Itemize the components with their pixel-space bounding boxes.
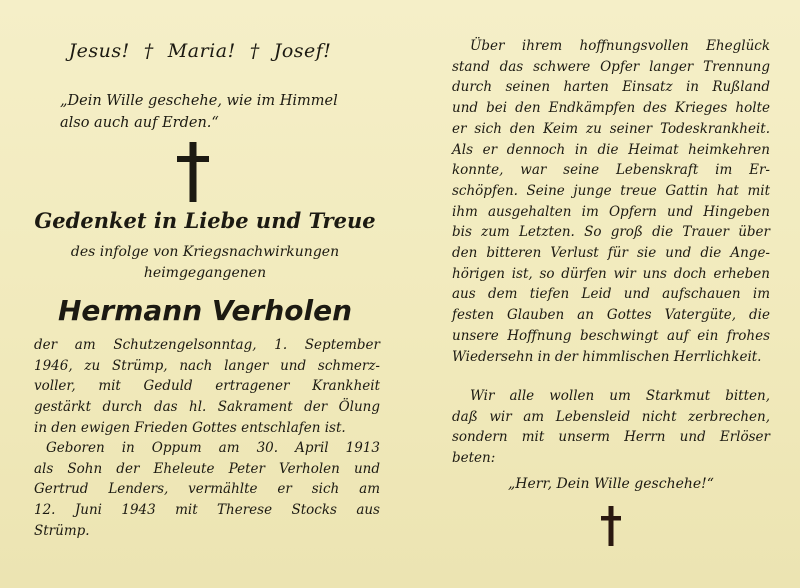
text-line: Gertrud Lenders, vermählte er sich am: [34, 481, 380, 498]
subtitle-line: heimgegangenen: [143, 265, 267, 281]
invocation-header: [30, 40, 370, 62]
text-line: als Sohn der Eheleute Peter Verholen und: [34, 460, 380, 477]
small-cross-separator-icon: †: [249, 40, 260, 62]
obituary-paragraph: [34, 335, 380, 439]
text-line: durch seinen harten Einsatz in Rußland: [452, 79, 770, 96]
text-line: und bei den Endkämpfen des Krieges holte: [452, 100, 770, 117]
text-line: stand das schwere Opfer langer Trennung: [452, 58, 770, 75]
text-line: der am Schutzengelsonntag, 1. September: [34, 337, 380, 353]
closing-prayer: „Herr, Dein Wille geschehe!“: [508, 476, 714, 492]
text-line: Wir alle wollen um Starkmut bitten,: [470, 388, 770, 404]
text-line: 1946, zu Strümp, nach langer und schmerz-: [34, 357, 380, 374]
text-line: daß wir am Lebensleid nicht zerbrechen,: [452, 408, 770, 425]
text-line: bis zum Letzten. So groß die Trauer über: [452, 224, 770, 241]
text-line: konnte, war seine Lebenskraft im Er-: [452, 162, 770, 179]
text-line: Über ihrem hoffnungsvollen Eheglück: [470, 38, 770, 54]
biography-paragraph: [34, 438, 380, 542]
text-line: gestärkt durch das hl. Sakrament der Ölung: [34, 399, 380, 416]
text-line: voller, mit Geduld ertragener Krankheit: [34, 378, 380, 395]
life-story-paragraph: [452, 36, 770, 367]
memorial-title: Gedenket in Liebe und Treue: [34, 208, 376, 233]
deceased-name: Hermann Verholen: [57, 294, 353, 327]
invocation-josef: Josef!: [273, 40, 332, 62]
subtitle-line: des infolge von Kriegsnachwirkungen: [70, 244, 340, 260]
text-line: sondern mit unserm Herrn und Erlöser: [452, 429, 770, 446]
text-line: ihm ausgehalten im Opfern und Hingeben: [452, 203, 770, 220]
latin-cross-icon: [598, 506, 624, 546]
text-line: hörigen ist, so dürfen wir uns doch erheben: [452, 265, 770, 282]
text-line: Wiedersehn in der himmlischen Herrlichkeit.: [452, 348, 762, 365]
prayer-paragraph: [452, 386, 770, 469]
text-line: in den ewigen Frieden Gottes entschlafen ist.: [34, 419, 346, 436]
text-line: den bitteren Verlust für sie und die Ange-: [452, 245, 770, 262]
text-line: unsere Hoffnung beschwingt auf ein frohes: [452, 327, 770, 344]
invocation-maria: Maria!: [167, 40, 236, 62]
invocation-jesus: Jesus!: [68, 40, 130, 62]
latin-cross-icon: [172, 142, 214, 202]
text-line: beten:: [452, 450, 496, 467]
quote-line: „Dein Wille geschehe, wie im Himmel: [60, 93, 338, 109]
text-line: schöpfen. Seine junge treue Gattin hat mit: [452, 182, 770, 199]
small-cross-separator-icon: †: [143, 40, 154, 62]
text-line: 12. Juni 1943 mit Therese Stocks aus: [34, 502, 380, 519]
text-line: Strümp.: [34, 522, 90, 539]
text-line: Geboren in Oppum am 30. April 1913: [46, 440, 380, 456]
text-line: aus dem tiefen Leid und aufschauen im: [452, 286, 770, 303]
text-line: Als er dennoch in die Heimat heimkehren: [452, 141, 770, 158]
text-line: festen Glauben an Gottes Vatergüte, die: [452, 307, 770, 324]
text-line: er sich den Keim zu seiner Todeskrankheit.: [452, 120, 770, 137]
quote-line: also auch auf Erden.“: [60, 115, 219, 131]
prayer-quote: [60, 90, 370, 134]
